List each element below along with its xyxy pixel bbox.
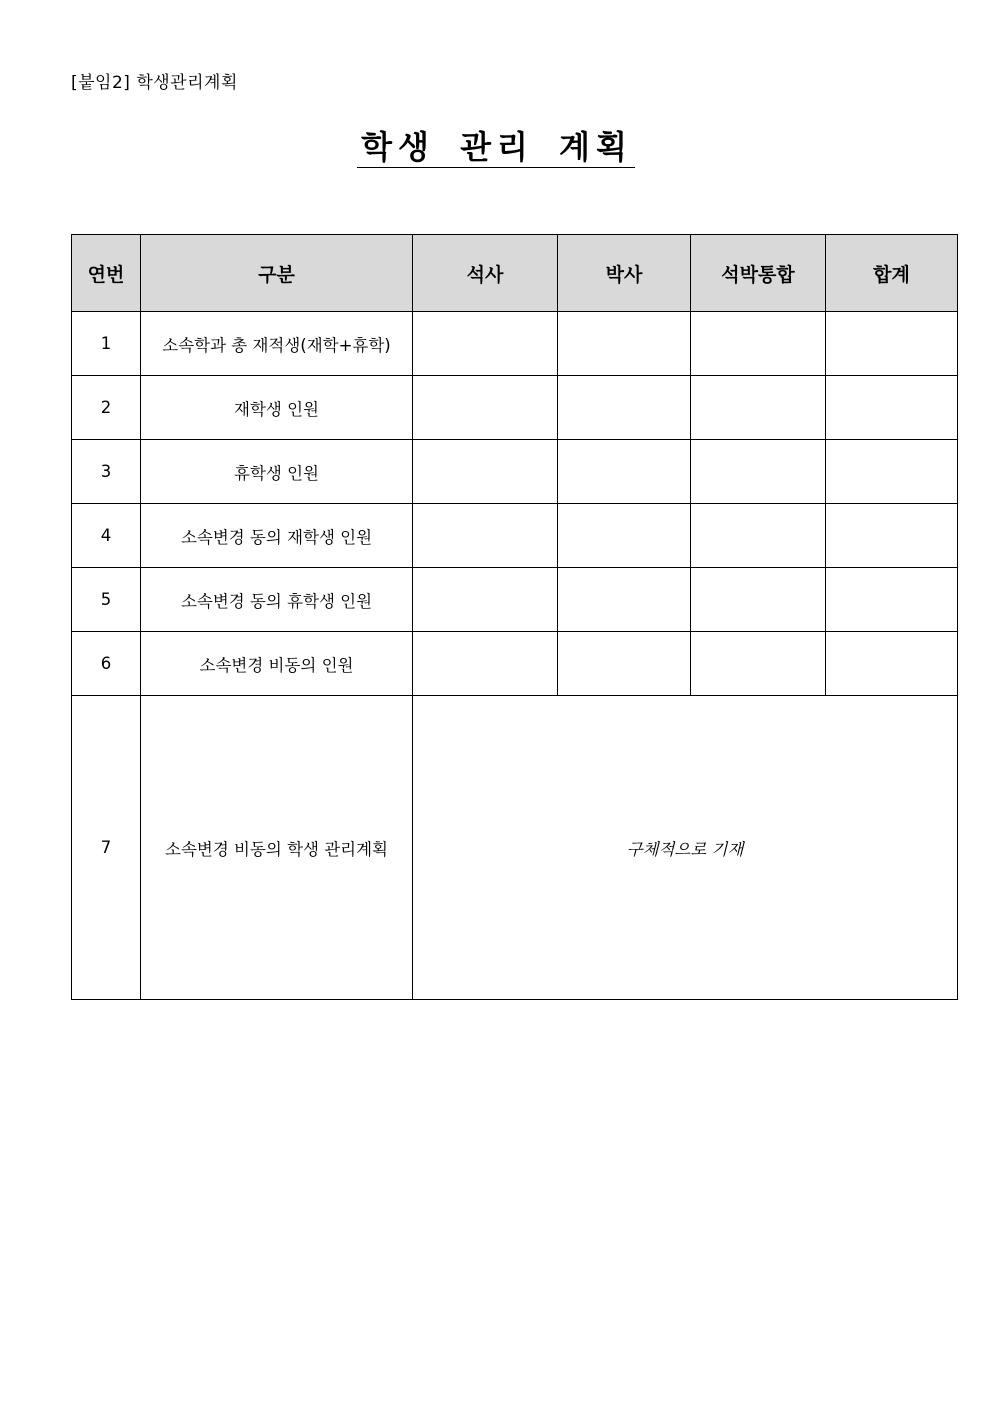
column-header-number: 연번: [72, 235, 141, 312]
integrated-cell[interactable]: [691, 504, 826, 568]
doctoral-cell[interactable]: [558, 632, 691, 696]
masters-cell[interactable]: [413, 568, 558, 632]
row-number: 1: [72, 312, 141, 376]
student-plan-table: [71, 234, 958, 1000]
table-row: [72, 440, 958, 504]
table-row-plan: [72, 696, 958, 1000]
table-row: [72, 312, 958, 376]
row-category: 소속변경 동의 휴학생 인원: [141, 568, 413, 632]
doctoral-cell[interactable]: [558, 568, 691, 632]
table-row: [72, 376, 958, 440]
column-header-masters: 석사: [413, 235, 558, 312]
row-category: 소속변경 동의 재학생 인원: [141, 504, 413, 568]
masters-cell[interactable]: [413, 440, 558, 504]
total-cell[interactable]: [826, 504, 958, 568]
table-row: [72, 568, 958, 632]
column-header-category: 구분: [141, 235, 413, 312]
row-number: 4: [72, 504, 141, 568]
integrated-cell[interactable]: [691, 376, 826, 440]
total-cell[interactable]: [826, 568, 958, 632]
integrated-cell[interactable]: [691, 632, 826, 696]
row-number: 2: [72, 376, 141, 440]
table-row: [72, 504, 958, 568]
doctoral-cell[interactable]: [558, 312, 691, 376]
doctoral-cell[interactable]: [558, 440, 691, 504]
table-row: [72, 632, 958, 696]
total-cell[interactable]: [826, 312, 958, 376]
masters-cell[interactable]: [413, 376, 558, 440]
integrated-cell[interactable]: [691, 312, 826, 376]
page-title: 학생 관리 계획: [357, 128, 635, 168]
row-number: 3: [72, 440, 141, 504]
row-category: 휴학생 인원: [141, 440, 413, 504]
table-header-row: [72, 235, 958, 312]
row-number: 5: [72, 568, 141, 632]
row-number: 7: [72, 696, 141, 1000]
doctoral-cell[interactable]: [558, 504, 691, 568]
attachment-label: [붙임2] 학생관리계획: [71, 73, 238, 93]
masters-cell[interactable]: [413, 504, 558, 568]
row-category: 소속변경 비동의 학생 관리계획: [141, 696, 413, 1000]
column-header-integrated: 석박통합: [691, 235, 826, 312]
total-cell[interactable]: [826, 440, 958, 504]
plan-description-cell[interactable]: 구체적으로 기재: [413, 696, 958, 1000]
row-category: 소속학과 총 재적생(재학+휴학): [141, 312, 413, 376]
total-cell[interactable]: [826, 376, 958, 440]
page-title-wrapper: [0, 122, 992, 168]
row-number: 6: [72, 632, 141, 696]
doctoral-cell[interactable]: [558, 376, 691, 440]
integrated-cell[interactable]: [691, 440, 826, 504]
row-category: 소속변경 비동의 인원: [141, 632, 413, 696]
column-header-doctoral: 박사: [558, 235, 691, 312]
total-cell[interactable]: [826, 632, 958, 696]
row-category: 재학생 인원: [141, 376, 413, 440]
integrated-cell[interactable]: [691, 568, 826, 632]
masters-cell[interactable]: [413, 632, 558, 696]
masters-cell[interactable]: [413, 312, 558, 376]
column-header-total: 합계: [826, 235, 958, 312]
